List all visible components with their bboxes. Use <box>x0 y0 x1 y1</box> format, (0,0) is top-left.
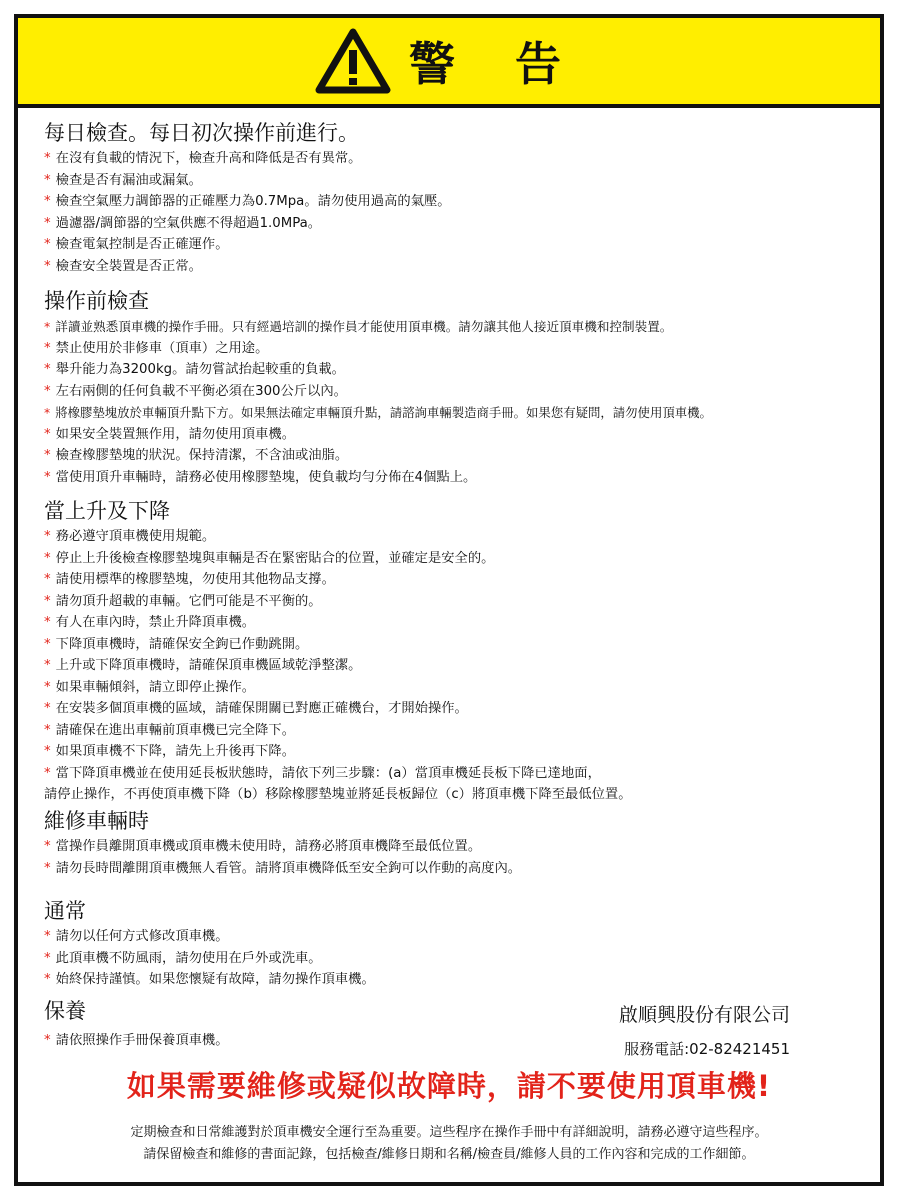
section-title: 保養 <box>44 999 86 1023</box>
list-item: * 檢查電氣控制是否正確運作。 <box>44 237 229 252</box>
list-item: * 請勿長時間離開頂車機無人看管。請將頂車機降低至安全鉤可以作動的高度內。 <box>44 860 522 876</box>
footer-note <box>18 1122 880 1166</box>
list-item: * 過濾器/調節器的空氣供應不得超過1.0MPa。 <box>44 215 322 231</box>
list-item: * 上升或下降頂車機時，請確保頂車機區域乾淨整潔。 <box>44 658 362 673</box>
warning-triangle-icon <box>315 28 391 94</box>
list-item: * 在沒有負載的情況下，檢查升高和降低是否有異常。 <box>44 151 362 166</box>
section-servicing <box>44 806 864 879</box>
list-item: * 檢查空氣壓力調節器的正確壓力為0.7Mpa。請勿使用過高的氣壓。 <box>44 194 451 209</box>
list-item: * 請依照操作手冊保養頂車機。 <box>44 1033 229 1048</box>
company-info <box>619 1002 790 1062</box>
list-item: * 檢查安全裝置是否正常。 <box>44 258 202 274</box>
list-item-continuation: 請停止操作，不再使頂車機下降（b）移除橡膠墊塊並將延長板歸位（c）將頂車機下降至最低位置。 <box>44 787 632 802</box>
list-item: * 停止上升後檢查橡膠墊塊與車輛是否在緊密貼合的位置，並確定是安全的。 <box>44 550 495 566</box>
banner-title: 警 告 <box>408 37 583 91</box>
section-daily-inspection <box>44 118 864 277</box>
list-item: * 當操作員離開頂車機或頂車機未使用時，請務必將頂車機降至最低位置。 <box>44 839 482 854</box>
item-list <box>44 148 864 277</box>
item-list <box>44 836 864 879</box>
list-item: * 左右兩側的任何負載不平衡必須在300公斤以內。 <box>44 383 347 399</box>
section-title: 每日檢查。每日初次操作前進行。 <box>44 121 359 145</box>
list-item: * 如果車輛傾斜，請立即停止操作。 <box>44 679 256 695</box>
footer-line: 定期檢查和日常維護對於頂車機安全運行至為重要。這些程序在操作手冊中有詳細說明，請務必遵守這些程序。 <box>130 1125 768 1140</box>
list-item: * 請確保在進出車輛前頂車機已完全降下。 <box>44 722 295 738</box>
item-list <box>44 526 864 806</box>
list-item: * 請使用標準的橡膠墊塊，勿使用其他物品支撐。 <box>44 572 335 587</box>
list-item: * 當使用頂升車輛時，請務必使用橡膠墊塊，使負載均勻分佈在4個點上。 <box>44 469 477 485</box>
warning-banner <box>18 18 880 108</box>
list-item: * 檢查是否有漏油或漏氣。 <box>44 172 202 188</box>
section-general <box>44 896 864 991</box>
list-item: * 禁止使用於非修車（頂車）之用途。 <box>44 340 269 356</box>
alert-message: 如果需要維修或疑似故障時，請不要使用頂車機! <box>126 1069 772 1103</box>
list-item: * 請勿以任何方式修改頂車機。 <box>44 929 229 944</box>
list-item: * 有人在車內時，禁止升降頂車機。 <box>44 615 256 630</box>
list-item: * 舉升能力為3200kg。請勿嘗試抬起較重的負載。 <box>44 362 345 377</box>
section-raising-lowering <box>44 496 864 806</box>
list-item: * 檢查橡膠墊塊的狀況。保持清潔，不含油或油脂。 <box>44 448 349 463</box>
section-title: 通常 <box>44 899 86 923</box>
list-item: * 下降頂車機時，請確保安全鉤已作動跳開。 <box>44 636 309 652</box>
item-list <box>44 926 864 991</box>
list-item: * 始終保持謹慎。如果您懷疑有故障，請勿操作頂車機。 <box>44 972 375 987</box>
service-phone: 服務電話:02-82421451 <box>624 1040 790 1058</box>
section-title: 操作前檢查 <box>44 289 149 313</box>
list-item: * 當下降頂車機並在使用延長板狀態時，請依下列三步驟：(a）當頂車機延長板下降已達地面， <box>44 765 601 781</box>
warning-sign <box>14 14 884 1186</box>
list-item: * 請勿頂升超載的車輛。它們可能是不平衡的。 <box>44 593 322 609</box>
list-item: * 在安裝多個頂車機的區域，請確保開關已對應正確機台，才開始操作。 <box>44 701 468 716</box>
list-item: * 詳讀並熟悉頂車機的操作手冊。只有經過培訓的操作員才能使用頂車機。請勿讓其他人接近頂車機和控制裝置。 <box>44 319 673 334</box>
list-item: * 此頂車機不防風雨，請勿使用在戶外或洗車。 <box>44 950 322 966</box>
section-title: 當上升及下降 <box>44 499 170 523</box>
footer-line: 請保留檢查和維修的書面記錄，包括檢查/維修日期和名稱/檢查員/維修人員的工作內容和完成的工作細節。 <box>143 1147 755 1162</box>
list-item: * 如果頂車機不下降，請先上升後再下降。 <box>44 744 295 759</box>
list-item: * 將橡膠墊塊放於車輛頂升點下方。如果無法確定車輛頂升點，請諮詢車輛製造商手冊。如果您有疑問，請勿使用頂車機。 <box>44 405 712 420</box>
section-pre-operation <box>44 286 864 488</box>
item-list <box>44 316 864 488</box>
list-item: * 務必遵守頂車機使用規範。 <box>44 529 216 544</box>
company-name: 啟順興股份有限公司 <box>618 1004 790 1026</box>
section-title: 維修車輛時 <box>44 809 149 833</box>
list-item: * 如果安全裝置無作用，請勿使用頂車機。 <box>44 426 295 442</box>
